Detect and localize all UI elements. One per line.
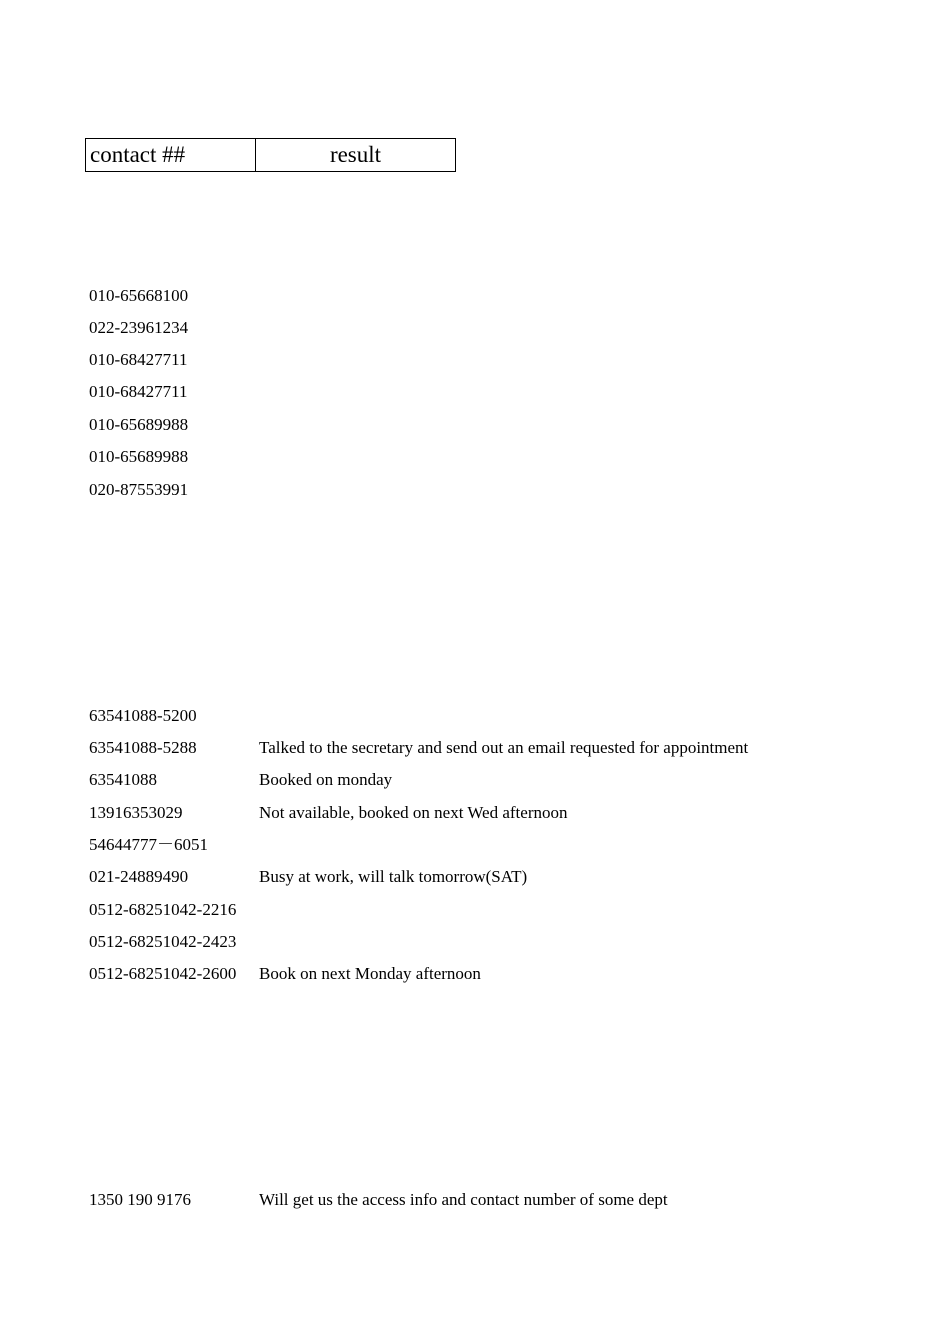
contact-cell[interactable]: 020-87553991 [89, 480, 189, 499]
result-header-cell[interactable]: result [256, 139, 456, 172]
contact-cell[interactable]: 0512-68251042-2216 [89, 900, 237, 919]
result-cell[interactable]: Book on next Monday afternoon [259, 964, 481, 983]
result-cell[interactable]: Booked on monday [259, 770, 393, 789]
contact-cell[interactable]: 021-24889490 [89, 867, 189, 886]
contact-cell[interactable]: 010-68427711 [89, 350, 188, 369]
contact-cell[interactable]: 010-65668100 [89, 286, 189, 305]
contact-cell[interactable]: 63541088-5200 [89, 706, 197, 725]
contact-header-cell[interactable]: contact ## [86, 139, 256, 172]
header-table [85, 138, 456, 172]
result-cell[interactable]: Will get us the access info and contact number of some dept [259, 1190, 668, 1209]
contact-cell[interactable]: 010-65689988 [89, 415, 189, 434]
contact-cell[interactable]: 0512-68251042-2600 [89, 964, 237, 983]
contact-cell[interactable]: 54644777－6051 [89, 835, 208, 854]
contact-cell[interactable]: 63541088-5288 [89, 738, 197, 757]
result-cell[interactable]: Talked to the secretary and send out an email requested for appointment [259, 738, 749, 757]
contact-cell[interactable]: 13916353029 [89, 803, 183, 822]
contact-cell[interactable]: 0512-68251042-2423 [89, 932, 237, 951]
result-cell[interactable]: Not available, booked on next Wed afternoon [259, 803, 568, 822]
result-cell[interactable]: Busy at work, will talk tomorrow(SAT) [259, 867, 528, 886]
contact-cell[interactable]: 022-23961234 [89, 318, 189, 337]
header-row [86, 139, 456, 172]
contact-cell[interactable]: 63541088 [89, 770, 157, 789]
contact-cell[interactable]: 1350 190 9176 [89, 1190, 191, 1209]
contact-cell[interactable]: 010-68427711 [89, 382, 188, 401]
contact-cell[interactable]: 010-65689988 [89, 447, 189, 466]
